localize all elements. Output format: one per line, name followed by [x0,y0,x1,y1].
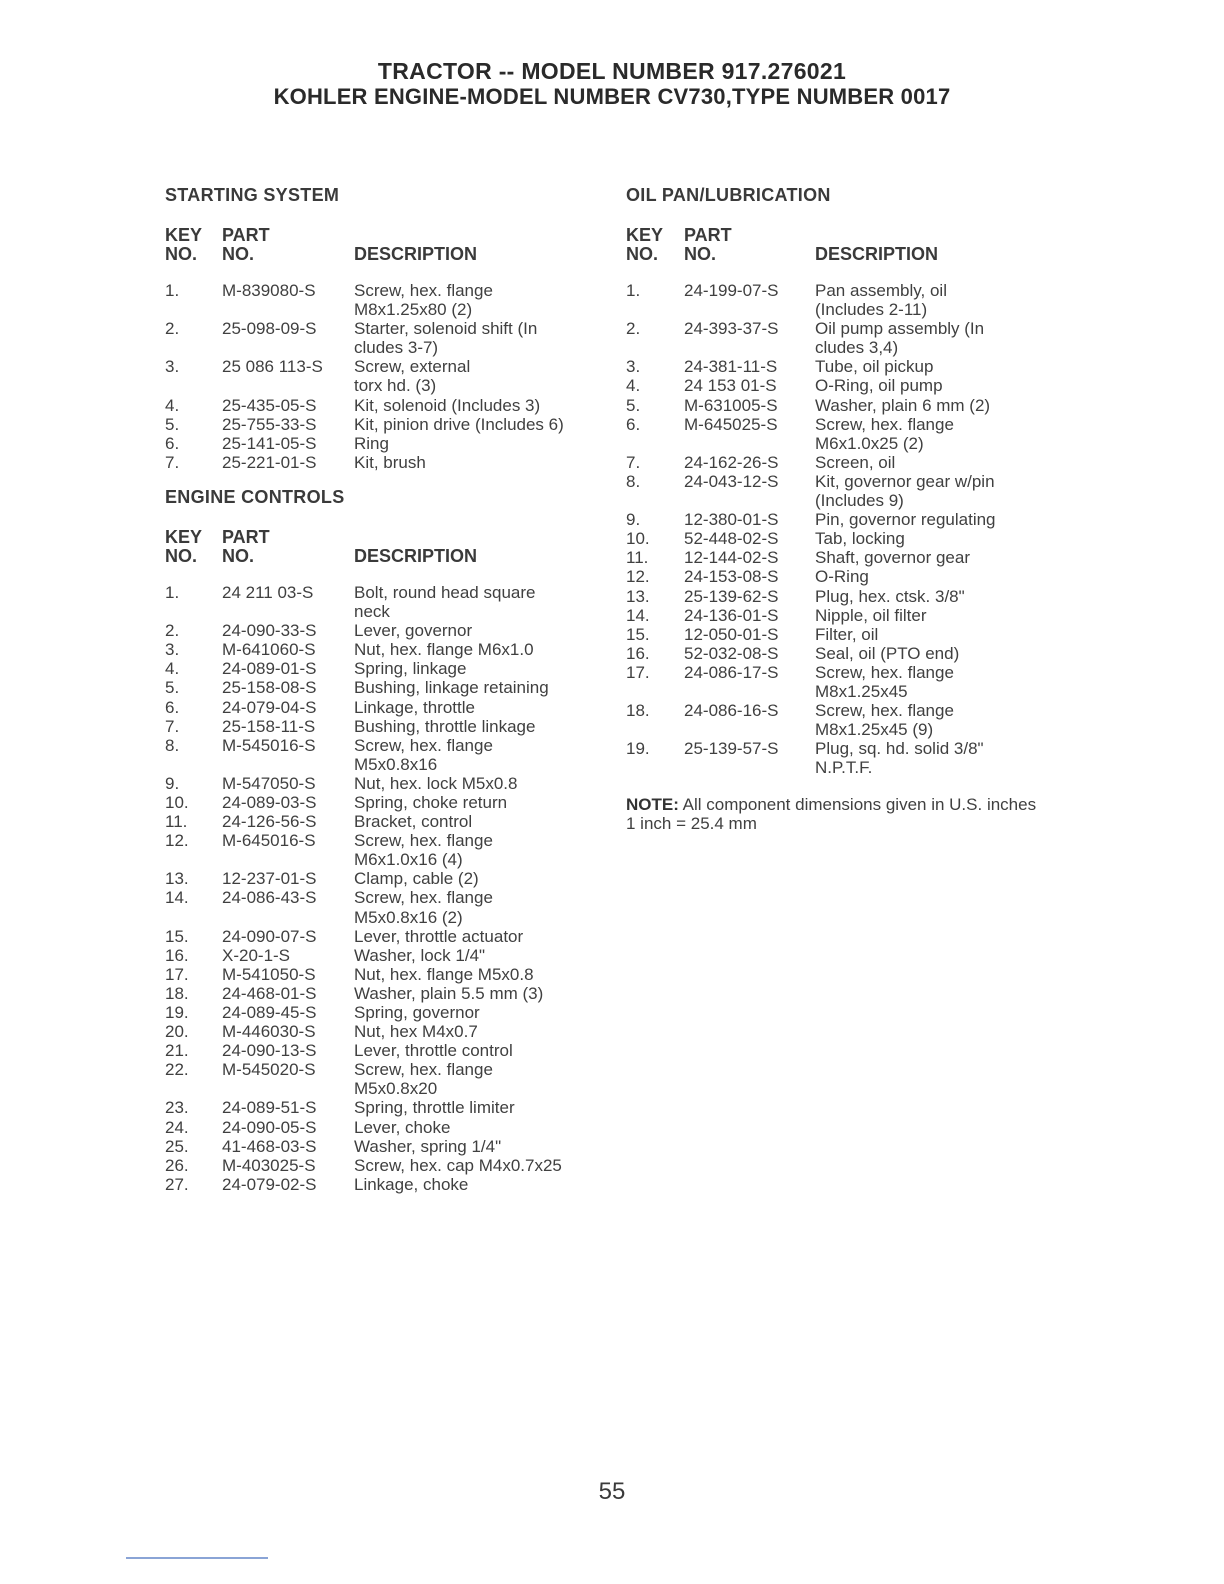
engine-subtitle: KOHLER ENGINE-MODEL NUMBER CV730,TYPE NUMBER 0017 [273,84,951,109]
table-row [626,529,1046,548]
key-header: KEY [165,225,203,245]
part-description: Linkage, throttle [354,697,475,717]
part-description: Filter, oil [815,624,879,644]
page-title: TRACTOR -- MODEL NUMBER 917.276021 [377,58,847,84]
key-number: 13. [626,586,650,606]
key-header-no: NO. [165,545,198,566]
key-number: 2. [165,621,180,641]
key-number: 12. [165,831,189,851]
parts-list-oil-pan [626,281,1046,777]
key-number: 25. [165,1136,189,1156]
note-label: NOTE: [626,795,679,815]
part-description: Shaft, governor gear [815,548,970,568]
key-number: 19. [165,1003,189,1022]
key-number: 9. [165,773,180,793]
part-description: Lever, choke [354,1117,451,1137]
part-description: Screen, oil [815,452,896,472]
part-description: Screw, hex. flange M5x0.8x16 [354,735,493,774]
key-number: 3. [165,357,180,377]
part-description: Nut, hex M4x0.7 [354,1022,478,1042]
key-number: 11. [626,548,649,568]
parts-list-engine-controls [165,583,605,1194]
key-header-no: NO. [165,244,198,264]
key-number: 7. [626,452,641,472]
part-number: 52-448-02-S [684,529,779,549]
part-number: M-446030-S [222,1022,316,1042]
key-number: 24. [165,1117,189,1137]
table-row [626,396,1046,415]
part-description: Screw, hex. flange M6x1.0x16 (4) [354,831,493,870]
part-number: 24-086-16-S [684,701,779,721]
part-description: O-Ring, oil pump [815,376,943,396]
part-number: 24-079-02-S [222,1174,317,1194]
key-number: 19. [626,739,650,759]
table-row [626,281,1046,319]
key-number: 26. [165,1155,189,1175]
table-row [626,453,1046,472]
table-row [165,869,605,888]
table-row [626,587,1046,606]
part-number: X-20-1-S [222,945,291,965]
dimension-note [626,795,1046,833]
part-description: Spring, throttle limiter [354,1098,515,1118]
table-row [165,1118,605,1137]
note-text: All component dimensions given in U.S. inches 1 inch = 25.4 mm [626,795,1037,834]
key-number: 4. [165,659,180,679]
key-number: 11. [165,812,188,832]
table-row [165,583,605,621]
left-column [165,185,605,1194]
table-row [165,774,605,793]
table-row [626,606,1046,625]
table-row [165,698,605,717]
part-number: M-631005-S [684,395,778,415]
part-number: 25 086 113-S [222,357,323,377]
key-number: 17. [626,662,650,682]
table-row [626,701,1046,739]
part-description: Kit, brush [354,452,426,472]
part-description: Screw, hex. flange M8x1.25x45 [815,662,954,701]
part-description: Bolt, round head square neck [354,582,536,622]
part-number: 25-158-11-S [222,716,316,736]
table-row [165,984,605,1003]
key-number: 5. [165,678,180,698]
part-description: Linkage, choke [354,1174,469,1194]
key-number: 2. [165,319,180,339]
part-description: Pin, governor regulating [815,510,996,530]
key-number: 6. [626,414,641,434]
part-number: 24-126-56-S [222,812,317,832]
key-number: 4. [626,376,641,396]
part-header: PART [222,526,270,547]
key-number: 7. [165,452,180,472]
table-row [165,434,605,453]
part-number: 24-090-13-S [222,1041,317,1061]
part-number: 24-381-11-S [684,357,778,377]
key-number: 6. [165,697,180,717]
table-row [165,319,605,357]
table-row [165,1098,605,1117]
part-description: Washer, plain 5.5 mm (3) [354,983,544,1003]
parts-list-starting-system [165,281,605,472]
part-description: Tab, locking [815,529,905,549]
part-number: 24-199-07-S [684,281,779,300]
table-row [626,625,1046,644]
table-header [626,225,1046,269]
part-header-no: NO. [222,545,255,566]
key-number: 9. [626,510,641,530]
key-number: 8. [165,735,180,755]
key-number: 3. [626,357,641,377]
key-number: 16. [626,643,650,663]
table-row [165,927,605,946]
part-description: Nut, hex. flange M5x0.8 [354,964,534,984]
table-row [165,659,605,678]
part-number: 24 211 03-S [222,582,314,602]
table-header [165,225,605,269]
key-number: 15. [626,624,650,644]
part-number: M-641060-S [222,640,316,660]
table-row [626,739,1046,777]
table-row [626,567,1046,586]
key-number: 5. [165,414,180,434]
table-row [165,1060,605,1098]
part-description: Lever, throttle control [354,1041,513,1061]
key-number: 10. [626,529,650,549]
part-number: 25-221-01-S [222,452,317,472]
table-row [626,510,1046,529]
table-row [165,396,605,415]
part-description: Pan assembly, oil (Includes 2-11) [815,281,947,320]
table-row [165,812,605,831]
part-description: Starter, solenoid shift (In cludes 3-7) [354,319,538,358]
table-row [165,357,605,395]
key-number: 1. [165,281,180,300]
part-header: PART [684,225,732,245]
right-column [626,185,1046,833]
table-row [165,1022,605,1041]
table-row [165,736,605,774]
table-row [165,1156,605,1175]
table-row [626,415,1046,453]
key-number: 21. [165,1041,189,1061]
table-row [165,946,605,965]
part-header: PART [222,225,270,245]
description-header: DESCRIPTION [815,244,939,264]
part-number: 24-089-45-S [222,1003,317,1022]
part-description: Spring, governor [354,1003,480,1022]
section-title-starting-system: STARTING SYSTEM [165,185,340,205]
part-number: 12-144-02-S [684,548,779,568]
part-number: 12-380-01-S [684,510,779,530]
key-number: 4. [165,395,180,415]
table-row [165,717,605,736]
part-description: Nipple, oil filter [815,605,927,625]
table-row [626,548,1046,567]
table-row [165,415,605,434]
part-description: Screw, hex. flange M8x1.25x45 (9) [815,701,954,740]
key-number: 2. [626,319,641,339]
table-row [165,621,605,640]
key-header: KEY [165,526,203,547]
part-number: 25-139-57-S [684,739,779,759]
part-description: O-Ring [815,567,869,587]
table-row [165,793,605,812]
part-description: Screw, hex. flange M5x0.8x20 [354,1060,493,1099]
part-number: 24-089-03-S [222,792,317,812]
part-number: 24-090-05-S [222,1117,317,1137]
part-header-no: NO. [222,244,255,264]
table-row [165,965,605,984]
part-number: M-545020-S [222,1060,316,1080]
part-description: Nut, hex. lock M5x0.8 [354,773,518,793]
key-header: KEY [626,225,664,245]
part-number: M-645025-S [684,414,778,434]
part-description: Clamp, cable (2) [354,869,479,889]
key-number: 14. [626,605,650,625]
table-row [165,1041,605,1060]
key-number: 5. [626,395,641,415]
key-number: 7. [165,716,180,736]
table-row [626,644,1046,663]
part-number: M-839080-S [222,281,316,300]
part-number: 12-050-01-S [684,624,779,644]
part-description: Kit, pinion drive (Includes 6) [354,414,564,434]
part-description: Oil pump assembly (In cludes 3,4) [815,319,985,358]
part-description: Spring, choke return [354,792,508,812]
table-header [165,527,605,571]
section-title-engine-controls: ENGINE CONTROLS [165,486,345,507]
part-description: Bushing, linkage retaining [354,678,549,698]
part-description: Plug, hex. ctsk. 3/8" [815,586,965,606]
part-number: 24-090-07-S [222,926,317,946]
key-number: 17. [165,964,189,984]
part-number: 12-237-01-S [222,869,317,889]
table-row [165,281,605,319]
table-row [626,357,1046,376]
page-number: 55 [598,1478,626,1505]
part-description: Seal, oil (PTO end) [815,643,960,663]
part-description: Screw, hex. cap M4x0.7x25 [354,1155,562,1175]
part-description: Bracket, control [354,812,473,832]
description-header: DESCRIPTION [354,545,478,566]
part-number: 25-755-33-S [222,414,317,434]
part-description: Screw, external torx hd. (3) [354,357,471,396]
table-row [165,888,605,926]
part-number: 24-086-43-S [222,888,317,908]
key-number: 20. [165,1022,189,1042]
key-number: 14. [165,888,189,908]
part-number: 24-079-04-S [222,697,317,717]
part-description: Washer, plain 6 mm (2) [815,395,991,415]
key-number: 18. [626,701,650,721]
part-description: Screw, hex. flange M6x1.0x25 (2) [815,414,954,453]
part-number: 24-090-33-S [222,621,317,641]
key-number: 27. [165,1174,189,1194]
part-description: Bushing, throttle linkage [354,716,536,736]
table-row [165,831,605,869]
table-row [165,453,605,472]
part-description: Kit, solenoid (Includes 3) [354,395,541,415]
part-number: 25-139-62-S [684,586,779,606]
part-number: M-547050-S [222,773,316,793]
part-number: M-403025-S [222,1155,316,1175]
part-number: M-645016-S [222,831,316,851]
key-number: 10. [165,792,189,812]
description-header: DESCRIPTION [354,244,478,264]
part-number: 25-141-05-S [222,433,317,453]
part-description: Nut, hex. flange M6x1.0 [354,640,534,660]
part-description: Kit, governor gear w/pin (Includes 9) [815,471,995,511]
table-row [165,1175,605,1194]
part-description: Lever, throttle actuator [354,926,524,946]
table-row [165,1137,605,1156]
key-header-no: NO. [626,244,659,264]
key-number: 15. [165,926,189,946]
part-number: 24-136-01-S [684,605,779,625]
part-header-no: NO. [684,244,717,264]
part-description: Spring, linkage [354,659,467,679]
key-number: 23. [165,1098,189,1118]
footer-rule [126,1557,268,1559]
part-number: 25-158-08-S [222,678,317,698]
section-title-oil-pan: OIL PAN/LUBRICATION [626,185,831,205]
key-number: 1. [626,281,641,300]
part-number: 52-032-08-S [684,643,779,663]
key-number: 12. [626,567,650,587]
part-description: Plug, sq. hd. solid 3/8" N.P.T.F. [815,739,984,778]
key-number: 3. [165,640,180,660]
key-number: 22. [165,1060,189,1080]
part-number: 24-153-08-S [684,567,779,587]
part-description: Washer, spring 1/4" [354,1136,502,1156]
key-number: 6. [165,433,180,453]
key-number: 16. [165,945,189,965]
part-number: 24-089-01-S [222,659,317,679]
part-number: 24-086-17-S [684,662,779,682]
table-row [165,640,605,659]
part-number: 25-098-09-S [222,319,317,339]
part-number: 24-089-51-S [222,1098,317,1118]
part-number: 24-162-26-S [684,452,779,472]
part-number: M-541050-S [222,964,316,984]
part-number: M-545016-S [222,735,316,755]
table-row [165,1003,605,1022]
part-description: Screw, hex. flange M5x0.8x16 (2) [354,888,493,927]
table-row [165,678,605,697]
part-number: 24 153 01-S [684,376,777,396]
part-description: Tube, oil pickup [815,357,934,377]
table-row [626,663,1046,701]
part-number: 24-393-37-S [684,319,779,339]
key-number: 1. [165,582,180,602]
table-row [626,472,1046,510]
table-row [626,376,1046,395]
key-number: 13. [165,869,189,889]
part-description: Washer, lock 1/4" [354,945,486,965]
key-number: 18. [165,983,189,1003]
part-number: 25-435-05-S [222,395,317,415]
part-number: 24-468-01-S [222,983,317,1003]
part-number: 24-043-12-S [684,471,779,491]
part-number: 41-468-03-S [222,1136,317,1156]
part-description: Ring [354,433,389,453]
part-description: Lever, governor [354,621,473,641]
table-row [626,319,1046,357]
key-number: 8. [626,471,641,491]
part-description: Screw, hex. flange M8x1.25x80 (2) [354,281,493,320]
